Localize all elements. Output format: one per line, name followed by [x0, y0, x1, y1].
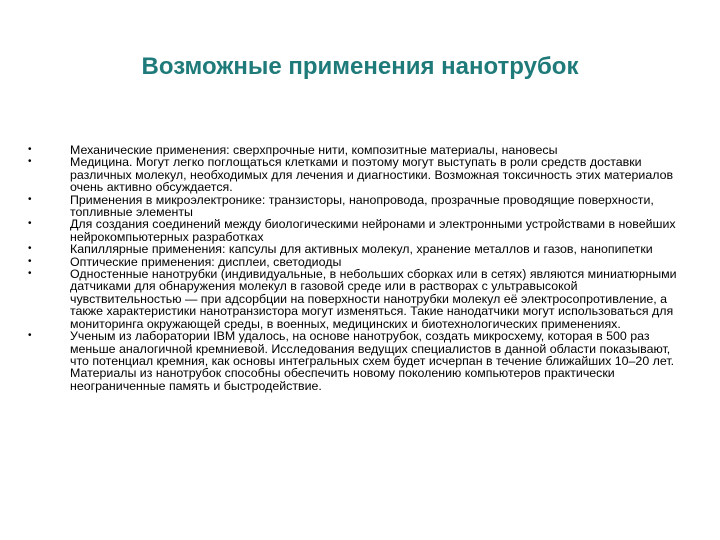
slide-title: Возможные применения нанотрубок	[141, 53, 579, 80]
bullet-text: Одностенные нанотрубки (индивидуальные, в небольших сборках или в сетях) являются миниатюрными датчиками для обнаружения молекул в газовой среде или в растворах с ультравысокой чувствительностью — при адсорбции на поверхности нанотрубки молекул её электросопротивление, а также характеристики нанотранзистора могут изменяться. Такие нанодатчики могут использоваться для мониторинга окружающей среды, в военных, медицинских и биотехнологических применениях.	[70, 267, 677, 331]
bullet-item-medicine	[28, 156, 688, 193]
bullet-text: Медицина. Могут легко поглощаться клетками и поэтому могут выступать в роли средств доставки различных молекул, необходимых для лечения и диагностики. Возможная токсичность этих материалов очень активно обсуждается.	[70, 155, 674, 195]
bullet-item-ibm	[28, 330, 688, 392]
bullet-dot-icon: •	[28, 243, 32, 255]
bullet-dot-icon: •	[28, 156, 32, 168]
bullet-dot-icon: •	[28, 330, 32, 342]
bullet-text: Для создания соединений между биологическими нейронами и электронными устройствами в новейших нейрокомпьютерных разработках	[70, 217, 676, 244]
bullet-item-neurons	[28, 218, 688, 243]
bullet-text: Механические применения: сверхпрочные нити, композитные материалы, нановесы	[70, 143, 558, 157]
bullet-text: Применения в микроэлектронике: транзисторы, нанопровода, прозрачные проводящие поверхности, топливные элементы	[70, 192, 654, 220]
bullet-dot-icon: •	[28, 268, 32, 280]
bullet-dot-icon: •	[28, 144, 32, 155]
bullet-item-microelectronics	[28, 194, 688, 219]
bullet-dot-icon: •	[28, 193, 32, 205]
bullet-text: Ученым из лаборатории IBM удалось, на основе нанотрубок, создать микросхему, которая в 500 раз меньше аналогичной кремниевой. Исследования ведущих специалистов в данной области показывают, что потенциал кремния, как основы интегральных схем будет исчерпан в течение ближайших 10–20 лет. Материалы из нанотрубок способны обеспечить новому поколению компьютеров практически неограниченные память и быстродействие.	[70, 329, 675, 393]
bullet-text: Капиллярные применения: капсулы для активных молекул, хранение металлов и газов, нанопипетки	[70, 242, 653, 257]
bullet-dot-icon: •	[28, 218, 32, 230]
bullet-list	[28, 144, 688, 392]
bullet-item-sensors	[28, 268, 688, 330]
bullet-dot-icon: •	[28, 255, 32, 267]
bullet-text: Оптические применения: дисплеи, светодиоды	[70, 254, 342, 269]
